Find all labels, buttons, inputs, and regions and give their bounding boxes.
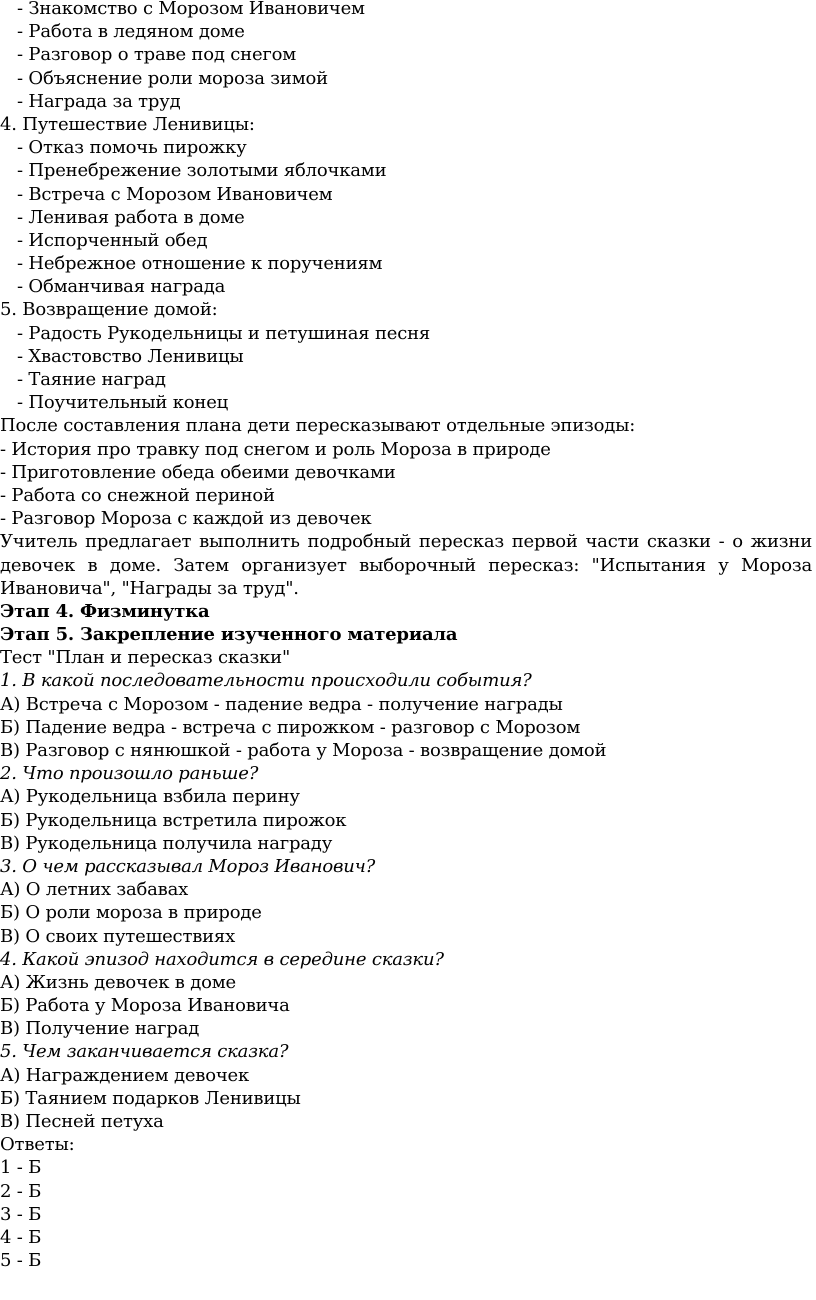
list-item: - Поучительный конец (17, 392, 229, 414)
list-item: - Работа в ледяном доме (17, 21, 245, 43)
section-4 (0, 113, 816, 299)
question: 2. Что произошло раньше? (0, 763, 259, 785)
list-item: - Объяснение роли мороза зимой (17, 67, 328, 89)
answer-key-item: 1 - Б (0, 1157, 42, 1179)
list-item: - Разговор Мороза с каждой из девочек (0, 508, 372, 530)
section-4-title: 4. Путешествие Ленивицы: (0, 113, 255, 135)
answer-option: В) Получение наград (0, 1018, 200, 1040)
list-item: - Отказ помочь пирожку (17, 137, 247, 159)
section-5-title: 5. Возвращение домой: (0, 299, 218, 321)
answer-option: Б) Таянием подарков Ленивицы (0, 1087, 301, 1109)
test-title: Тест "План и пересказ сказки" (0, 647, 291, 669)
answer-option: В) Разговор с нянюшкой - работа у Мороза - возвращение домой (0, 740, 607, 762)
answer-option: В) Песней петуха (0, 1111, 164, 1133)
retell-intro: После составления плана дети пересказывают отдельные эпизоды: (0, 415, 636, 437)
question: 4. Какой эпизод находится в середине сказки? (0, 948, 444, 970)
answer-option: Б) Падение ведра - встреча с пирожком - разговор с Морозом (0, 716, 581, 738)
list-item: - Радость Рукодельницы и петушиная песня (17, 322, 431, 344)
list-item: - История про травку под снегом и роль Мороза в природе (0, 438, 551, 460)
plan-continued-list (0, 0, 816, 113)
answers-section (0, 1133, 816, 1272)
list-item: - Приготовление обеда обеими девочками (0, 461, 396, 483)
answers-title: Ответы: (0, 1134, 75, 1156)
question: 5. Чем заканчивается сказка? (0, 1041, 289, 1063)
list-item: - Пренебрежение золотыми яблочками (17, 160, 387, 182)
list-item: - Хвастовство Ленивицы (17, 345, 244, 367)
answer-option: А) Рукодельница взбила перину (0, 786, 300, 808)
list-item: - Таяние наград (17, 369, 166, 390)
answer-option: В) О своих путешествиях (0, 925, 236, 947)
answer-key-item: 3 - Б (0, 1203, 42, 1225)
answer-option: Б) О роли мороза в природе (0, 902, 262, 924)
list-item: - Работа со снежной периной (0, 484, 275, 506)
answer-option: А) О летних забавах (0, 879, 189, 901)
list-item: - Испорченный обед (17, 229, 208, 251)
answer-option: А) Встреча с Морозом - падение ведра - получение награды (0, 693, 563, 715)
stage-4-heading: Этап 4. Физминутка (0, 600, 210, 622)
answer-option: А) Награждением девочек (0, 1064, 250, 1086)
section-5 (0, 298, 816, 414)
question: 1. В какой последовательности происходили события? (0, 670, 532, 692)
answer-key-item: 2 - Б (0, 1180, 42, 1202)
answer-option: А) Жизнь девочек в доме (0, 971, 236, 993)
stage-5-heading: Этап 5. Закрепление изученного материала (0, 624, 458, 646)
answer-option: Б) Рукодельница встретила пирожок (0, 809, 347, 831)
list-item: - Разговор о траве под снегом (17, 44, 297, 66)
answer-key-item: 5 - Б (0, 1250, 42, 1272)
answer-key-item: 4 - Б (0, 1226, 42, 1248)
list-item: - Ленивая работа в доме (17, 206, 245, 228)
question: 3. О чем рассказывал Мороз Иванович? (0, 855, 376, 877)
retell-section (0, 414, 816, 600)
list-item: - Встреча с Морозом Ивановичем (17, 183, 333, 205)
list-item: - Награда за труд (17, 90, 181, 112)
retell-paragraph: Учитель предлагает выполнить подробный пересказ первой части сказки - о жизни девочек в доме. Затем организует выборочный пересказ: "Испытания у Мороза Ивановича", "Награды за труд". (0, 531, 812, 599)
list-item: - Небрежное отношение к поручениям (17, 253, 383, 275)
list-item: - Обманчивая награда (17, 276, 226, 298)
list-item: - Знакомство с Морозом Ивановичем (17, 0, 365, 19)
answer-option: Б) Работа у Мороза Ивановича (0, 995, 290, 1017)
test-section (0, 646, 816, 1133)
answer-option: В) Рукодельница получила награду (0, 832, 333, 854)
